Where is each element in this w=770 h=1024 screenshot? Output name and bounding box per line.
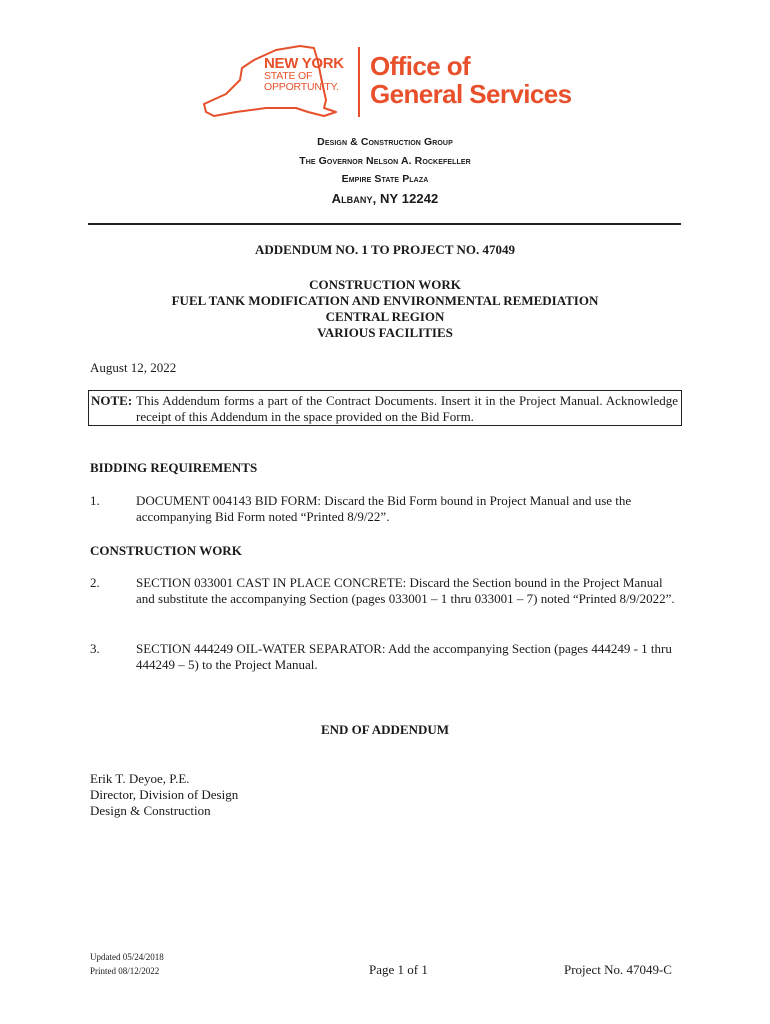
document-date: August 12, 2022 <box>90 360 177 375</box>
item-number: 1. <box>90 493 100 508</box>
ogs-logo-text <box>370 52 571 108</box>
logo-ogs-line1: Office of <box>370 51 471 81</box>
logo-ny-line2: STATE OF <box>264 70 313 82</box>
note-text: This Addendum forms a part of the Contract Documents. Insert it in the Project Manual. Acknowledge receipt of this Addendum in the space provided on the Bid Form. <box>136 393 678 424</box>
end-of-addendum: END OF ADDENDUM <box>320 722 450 737</box>
logo-ny-line1: NEW YORK <box>264 55 344 72</box>
item-number: 3. <box>90 641 100 656</box>
footer-printed: Printed 08/12/2022 <box>90 966 160 976</box>
footer-dates <box>90 950 164 978</box>
project-line-3: CENTRAL REGION <box>325 309 445 324</box>
item-text: SECTION 033001 CAST IN PLACE CONCRETE: Discard the Section bound in the Project Manual and substitute the accompanying Section (pages 033001 – 1 thru 033001 – 7) noted “Printed 8/9/2022”. <box>136 575 675 606</box>
project-line-1: CONSTRUCTION WORK <box>309 277 461 292</box>
address-line-3: Empire State Plaza <box>341 173 429 185</box>
address-line-1: Design & Construction Group <box>317 136 453 148</box>
bidding-requirements-heading: BIDDING REQUIREMENTS <box>90 460 258 475</box>
item-text: SECTION 444249 OIL-WATER SEPARATOR: Add the accompanying Section (pages 444249 - 1 thru 444249 – 5) to the Project Manual. <box>136 641 672 672</box>
note-label: NOTE: <box>91 393 133 408</box>
construction-work-heading: CONSTRUCTION WORK <box>90 543 242 558</box>
footer-updated: Updated 05/24/2018 <box>90 952 164 962</box>
project-line-2: FUEL TANK MODIFICATION AND ENVIRONMENTAL REMEDIATION <box>171 293 599 308</box>
project-line-4: VARIOUS FACILITIES <box>317 325 453 340</box>
address-line-4: Albany, NY 12242 <box>331 191 439 206</box>
item-number: 2. <box>90 575 100 590</box>
logo-divider <box>358 47 360 117</box>
address-line-2: The Governor Nelson A. Rockefeller <box>299 155 471 167</box>
header-rule <box>88 223 681 225</box>
ny-logo-text <box>264 56 344 93</box>
item-text: DOCUMENT 004143 BID FORM: Discard the Bid Form bound in Project Manual and use the accompanying Bid Form noted “Printed 8/9/22”. <box>136 493 632 524</box>
addendum-title: ADDENDUM NO. 1 TO PROJECT NO. 47049 <box>254 242 516 257</box>
footer-page-number: Page 1 of 1 <box>369 962 428 977</box>
signature-dept: Design & Construction <box>90 803 211 818</box>
signature-block <box>90 771 238 819</box>
logo-ny-line3: OPPORTUNITY. <box>264 81 339 93</box>
signature-title: Director, Division of Design <box>90 787 239 802</box>
logo-ogs-line2: General Services <box>370 79 572 109</box>
signature-name: Erik T. Deyoe, P.E. <box>90 771 190 786</box>
footer-project-number: Project No. 47049-C <box>564 962 672 977</box>
